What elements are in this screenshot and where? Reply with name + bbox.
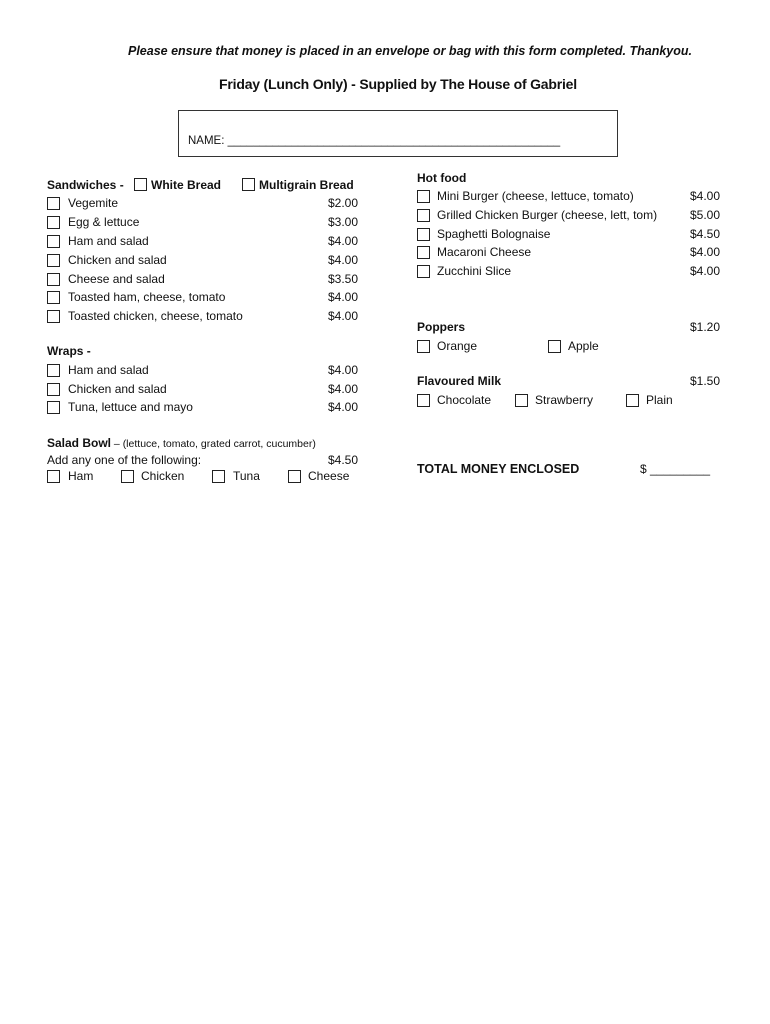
sandwich-label: Toasted ham, cheese, tomato xyxy=(68,290,226,304)
name-box[interactable] xyxy=(178,110,618,157)
multigrain-bread-label: Multigrain Bread xyxy=(259,178,354,192)
sandwich-label: Chicken and salad xyxy=(68,253,167,267)
wrap-price: $4.00 xyxy=(327,363,358,377)
wrap-price: $4.00 xyxy=(327,400,358,414)
total-label: TOTAL MONEY ENCLOSED xyxy=(417,462,580,476)
wrap-checkbox[interactable] xyxy=(47,383,60,396)
sandwich-label: Toasted chicken, cheese, tomato xyxy=(68,309,243,323)
hot-food-checkbox[interactable] xyxy=(417,265,430,278)
wrap-label: Ham and salad xyxy=(68,363,149,377)
hot-food-checkbox[interactable] xyxy=(417,246,430,259)
sandwich-price: $3.50 xyxy=(327,272,358,286)
salad-option-label: Ham xyxy=(68,469,94,483)
milk-option-label: Strawberry xyxy=(535,393,594,407)
sandwich-price: $4.00 xyxy=(327,234,358,248)
hot-food-label: Spaghetti Bolognaise xyxy=(437,227,551,241)
wrap-checkbox[interactable] xyxy=(47,364,60,377)
salad-chicken-checkbox[interactable] xyxy=(121,470,134,483)
milk-plain-checkbox[interactable] xyxy=(626,394,639,407)
hot-food-checkbox[interactable] xyxy=(417,228,430,241)
poppers-option-label: Orange xyxy=(437,339,478,353)
poppers-price: $1.20 xyxy=(689,320,720,334)
multigrain-bread-checkbox[interactable] xyxy=(242,178,255,191)
white-bread-label: White Bread xyxy=(151,178,222,192)
name-field: NAME: ____________________________________________________ xyxy=(188,135,561,147)
hot-food-heading: Hot food xyxy=(417,171,467,185)
wraps-heading: Wraps - xyxy=(47,344,91,358)
milk-chocolate-checkbox[interactable] xyxy=(417,394,430,407)
wrap-label: Tuna, lettuce and mayo xyxy=(68,400,193,414)
wrap-label: Chicken and salad xyxy=(68,382,167,396)
wrap-price: $4.00 xyxy=(327,382,358,396)
menu-subtitle: Friday (Lunch Only) - Supplied by The House of Gabriel xyxy=(219,76,577,92)
sandwich-price: $4.00 xyxy=(327,290,358,304)
sandwich-checkbox[interactable] xyxy=(47,235,60,248)
milk-price: $1.50 xyxy=(689,374,720,388)
sandwich-price: $2.00 xyxy=(327,196,358,210)
sandwich-label: Egg & lettuce xyxy=(68,215,140,229)
total-amount-field[interactable]: $ _________ xyxy=(640,462,711,476)
white-bread-checkbox[interactable] xyxy=(134,178,147,191)
salad-add-line: Add any one of the following: xyxy=(47,453,202,467)
poppers-orange-checkbox[interactable] xyxy=(417,340,430,353)
hot-food-label: Grilled Chicken Burger (cheese, lett, tom) xyxy=(437,208,658,222)
sandwich-label: Vegemite xyxy=(68,196,119,210)
salad-description: – (lettuce, tomato, grated carrot, cucumber) xyxy=(111,438,316,450)
sandwich-label: Ham and salad xyxy=(68,234,149,248)
sandwich-checkbox[interactable] xyxy=(47,310,60,323)
salad-option-label: Tuna xyxy=(233,469,260,483)
milk-strawberry-checkbox[interactable] xyxy=(515,394,528,407)
hot-food-checkbox[interactable] xyxy=(417,190,430,203)
sandwich-checkbox[interactable] xyxy=(47,197,60,210)
hot-food-price: $4.00 xyxy=(689,264,720,278)
milk-heading: Flavoured Milk xyxy=(417,374,502,388)
sandwich-price: $3.00 xyxy=(327,215,358,229)
hot-food-label: Macaroni Cheese xyxy=(437,245,532,259)
sandwich-checkbox[interactable] xyxy=(47,254,60,267)
salad-heading: Salad Bowl xyxy=(47,436,112,450)
hot-food-label: Mini Burger (cheese, lettuce, tomato) xyxy=(437,189,634,203)
sandwiches-heading: Sandwiches - xyxy=(47,178,124,192)
hot-food-price: $5.00 xyxy=(689,208,720,222)
salad-heading-line xyxy=(47,436,316,450)
sandwich-checkbox[interactable] xyxy=(47,216,60,229)
hot-food-label: Zucchini Slice xyxy=(437,264,512,278)
poppers-apple-checkbox[interactable] xyxy=(548,340,561,353)
wrap-checkbox[interactable] xyxy=(47,401,60,414)
salad-price: $4.50 xyxy=(327,453,358,467)
hot-food-checkbox[interactable] xyxy=(417,209,430,222)
milk-option-label: Plain xyxy=(646,393,673,407)
poppers-option-label: Apple xyxy=(568,339,599,353)
hot-food-price: $4.50 xyxy=(689,227,720,241)
hot-food-price: $4.00 xyxy=(689,189,720,203)
salad-cheese-checkbox[interactable] xyxy=(288,470,301,483)
poppers-heading: Poppers xyxy=(417,320,466,334)
form-notice: Please ensure that money is placed in an envelope or bag with this form completed. Thankyou. xyxy=(127,44,693,58)
sandwich-checkbox[interactable] xyxy=(47,291,60,304)
milk-option-label: Chocolate xyxy=(437,393,492,407)
hot-food-price: $4.00 xyxy=(689,245,720,259)
sandwich-price: $4.00 xyxy=(327,253,358,267)
salad-tuna-checkbox[interactable] xyxy=(212,470,225,483)
salad-option-label: Chicken xyxy=(141,469,185,483)
salad-ham-checkbox[interactable] xyxy=(47,470,60,483)
sandwich-price: $4.00 xyxy=(327,309,358,323)
sandwich-label: Cheese and salad xyxy=(68,272,165,286)
sandwich-checkbox[interactable] xyxy=(47,273,60,286)
salad-option-label: Cheese xyxy=(308,469,350,483)
